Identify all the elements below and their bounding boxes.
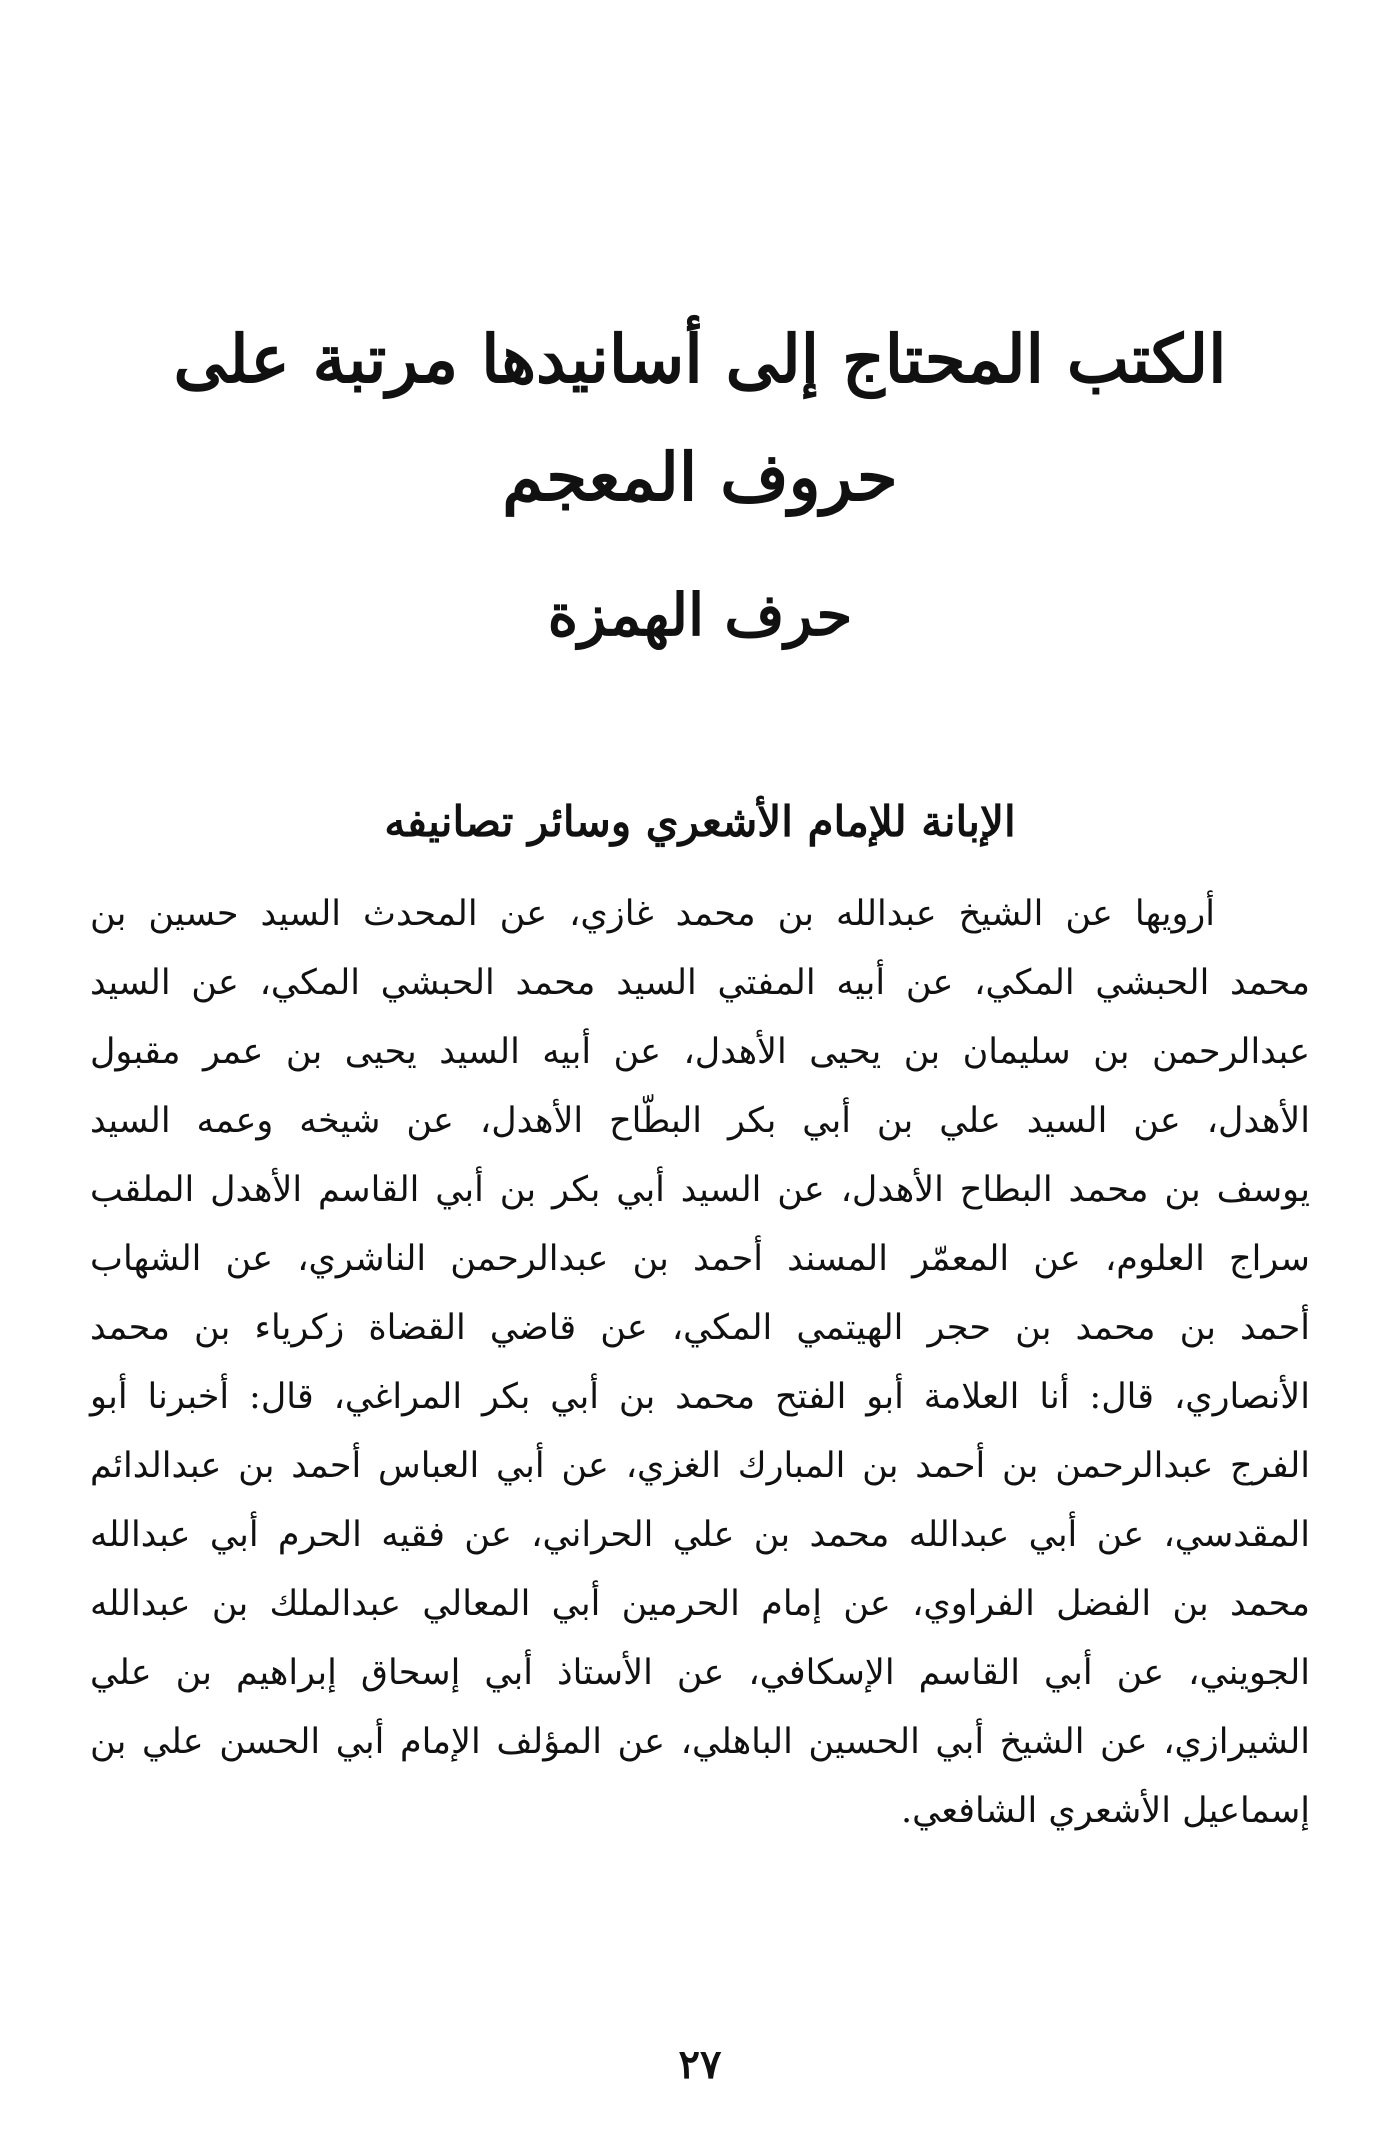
paragraph-line: الأنصاري، قال: أنا العلامة أبو الفتح محمد بن أبي بكر المراغي، قال: أخبرنا أبو: [90, 1377, 1310, 1417]
title-line-2: حروف المعجم: [502, 438, 898, 516]
paragraph-line: الشيرازي، عن الشيخ أبي الحسين الباهلي، عن المؤلف الإمام أبي الحسن علي بن: [90, 1722, 1310, 1762]
letter-heading: حرف الهمزة: [547, 581, 853, 649]
paragraph-line: أحمد بن محمد بن حجر الهيتمي المكي، عن قاضي القضاة زكرياء بن محمد: [90, 1308, 1310, 1348]
isnad-paragraph: [90, 880, 1310, 1846]
paragraph-line: الأهدل، عن السيد علي بن أبي بكر البطّاح الأهدل، عن شيخه وعمه السيد: [90, 1101, 1310, 1141]
paragraph-line: الفرج عبدالرحمن بن أحمد بن المبارك الغزي، عن أبي العباس أحمد بن عبدالدائم: [90, 1446, 1310, 1486]
paragraph-line: محمد الحبشي المكي، عن أبيه المفتي السيد محمد الحبشي المكي، عن السيد: [90, 963, 1310, 1003]
paragraph-line: المقدسي، عن أبي عبدالله محمد بن علي الحراني، عن فقيه الحرم أبي عبدالله: [90, 1515, 1310, 1555]
paragraph-line: محمد بن الفضل الفراوي، عن إمام الحرمين أبي المعالي عبدالملك بن عبدالله: [90, 1584, 1310, 1624]
page-title: [150, 300, 1250, 536]
paragraph-line: أرويها عن الشيخ عبدالله بن محمد غازي، عن المحدث السيد حسين بن: [90, 894, 1215, 934]
paragraph-line: الجويني، عن أبي القاسم الإسكافي، عن الأستاذ أبي إسحاق إبراهيم بن علي: [90, 1653, 1310, 1693]
paragraph-line: إسماعيل الأشعري الشافعي.: [901, 1791, 1310, 1831]
paragraph-line: سراج العلوم، عن المعمّر المسند أحمد بن عبدالرحمن الناشري، عن الشهاب: [90, 1239, 1310, 1279]
paragraph-line: يوسف بن محمد البطاح الأهدل، عن السيد أبي بكر بن أبي القاسم الأهدل الملقب: [90, 1170, 1310, 1210]
book-heading: الإبانة للإمام الأشعري وسائر تصانيفه: [384, 797, 1016, 846]
page-number: ٢٧: [678, 2041, 722, 2088]
paragraph-line: عبدالرحمن بن سليمان بن يحيى الأهدل، عن أبيه السيد يحيى بن عمر مقبول: [90, 1032, 1310, 1072]
title-line-1: الكتب المحتاج إلى أسانيدها مرتبة على: [173, 320, 1227, 398]
